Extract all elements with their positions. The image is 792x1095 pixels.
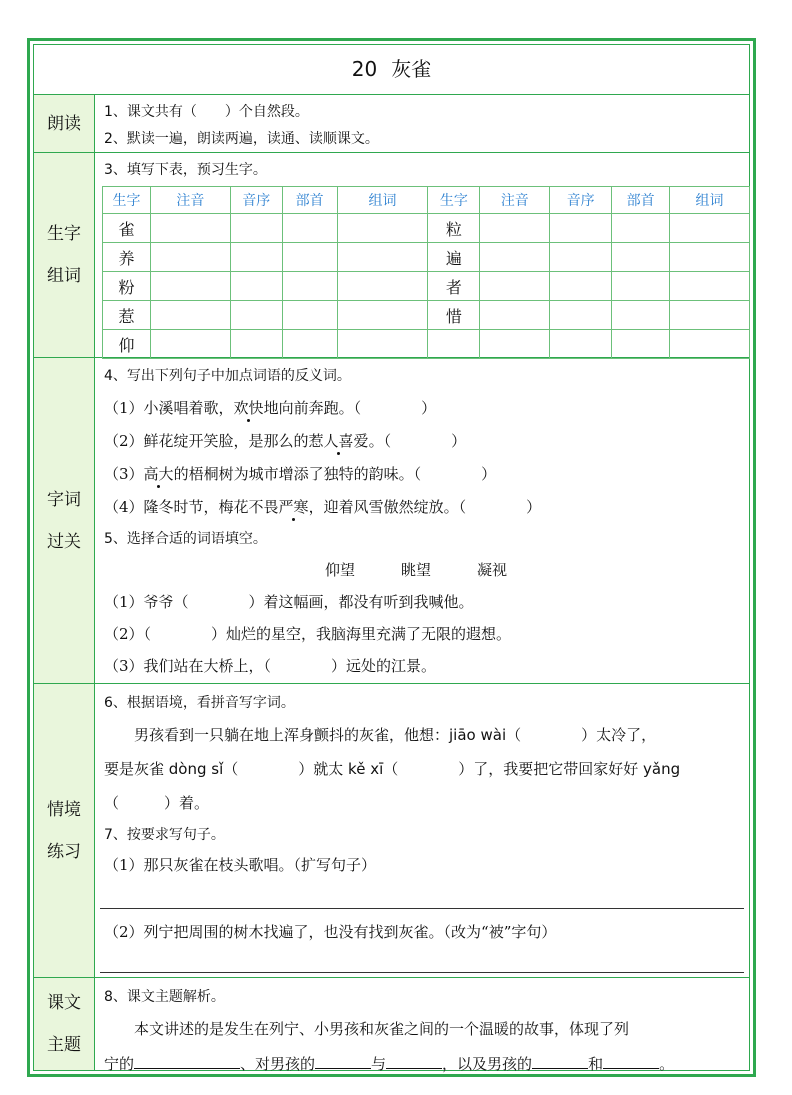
option-word: 眺望 <box>401 561 432 579</box>
section-body <box>95 95 749 152</box>
text: （3） <box>104 465 144 483</box>
section-reading <box>34 95 749 153</box>
text: 、对男孩的 <box>240 1055 316 1073</box>
word-cell[interactable] <box>337 214 428 243</box>
text: 男孩看到一只躺在地上浑身颤抖的灰雀，他想： <box>134 726 450 744</box>
pinyin-cell[interactable] <box>150 272 230 301</box>
sentence-4 <box>104 496 541 518</box>
section-body <box>95 358 749 683</box>
option-word: 仰望 <box>325 561 356 579</box>
word-cell[interactable] <box>337 330 428 359</box>
radical-cell[interactable] <box>612 272 670 301</box>
table-row <box>103 214 750 243</box>
blank[interactable] <box>315 1052 371 1069</box>
order-cell[interactable] <box>550 330 612 359</box>
pinyin-cell[interactable] <box>150 301 230 330</box>
text: （1）小溪唱着歌， <box>104 399 234 417</box>
answer-line[interactable] <box>100 908 744 909</box>
label-text: 过关 <box>47 531 81 552</box>
table-row <box>103 243 750 272</box>
text: 要是灰雀 <box>104 760 169 778</box>
header-cell: 音序 <box>550 187 612 214</box>
section-theme <box>34 978 749 1073</box>
question-2: 2、默读一遍，朗读两遍，读通、读顺课文。 <box>104 131 379 147</box>
label-text: 课文 <box>47 993 81 1013</box>
label-text: 组词 <box>47 266 81 286</box>
table-header-row <box>103 187 750 214</box>
order-cell[interactable] <box>230 243 282 272</box>
text: 。（ ） <box>368 432 467 450</box>
radical-cell[interactable] <box>282 214 337 243</box>
char-cell: 粉 <box>103 272 151 301</box>
order-cell[interactable] <box>230 301 282 330</box>
question-6: 6、根据语境，看拼音写字词。 <box>104 695 295 711</box>
blank[interactable] <box>386 1052 442 1069</box>
worksheet-inner <box>33 44 750 1071</box>
label-text: 情境 <box>47 799 81 820</box>
header-cell: 组词 <box>337 187 428 214</box>
label-text: 主题 <box>47 1035 81 1055</box>
theme-line-2 <box>104 1052 674 1075</box>
pinyin: jiāo wài <box>449 726 507 744</box>
blank[interactable] <box>134 1052 240 1069</box>
pinyin-cell[interactable] <box>480 214 550 243</box>
order-cell[interactable] <box>230 272 282 301</box>
character-table <box>102 186 750 359</box>
header-cell: 音序 <box>230 187 282 214</box>
pinyin: dòng sǐ <box>168 760 224 778</box>
header-cell: 注音 <box>480 187 550 214</box>
header-cell: 部首 <box>282 187 337 214</box>
label-text: 字词 <box>47 489 81 510</box>
word-cell[interactable] <box>670 243 750 272</box>
context-line-3: （ ）着。 <box>104 794 210 812</box>
context-line-1 <box>134 724 656 746</box>
radical-cell[interactable] <box>612 301 670 330</box>
section-words <box>34 358 749 684</box>
word-cell[interactable] <box>337 243 428 272</box>
table-row <box>103 272 750 301</box>
char-cell: 雀 <box>103 214 151 243</box>
pinyin-cell[interactable] <box>480 330 550 359</box>
word-cell[interactable] <box>670 214 750 243</box>
section-label <box>34 95 95 152</box>
section-chars <box>34 153 749 358</box>
pinyin-cell[interactable] <box>150 330 230 359</box>
char-cell: 遍 <box>428 243 480 272</box>
fill-1: （1）爷爷（ ）着这幅画，都没有听到我喊他。 <box>104 593 474 611</box>
char-cell: 者 <box>428 272 480 301</box>
char-cell: 惜 <box>428 301 480 330</box>
rewrite-2: （2）列宁把周围的树木找遍了，也没有找到灰雀。（改为“被”字句） <box>104 923 557 941</box>
text: （ ）了，我要把它带回家好好 <box>383 760 644 778</box>
char-cell: 养 <box>103 243 151 272</box>
fill-2: （2）（ ）灿烂的星空，我脑海里充满了无限的遐想。 <box>104 625 512 643</box>
dotted-word: 欢快 <box>233 399 264 417</box>
word-cell[interactable] <box>670 330 750 359</box>
char-cell <box>428 330 480 359</box>
sentence-1 <box>104 397 436 419</box>
pinyin: kě xī <box>348 760 384 778</box>
question-8: 8、课文主题解析。 <box>104 989 225 1005</box>
text: 宁的 <box>104 1055 135 1073</box>
worksheet <box>27 38 756 1077</box>
table-row <box>103 301 750 330</box>
section-body <box>95 684 749 977</box>
text: 和 <box>588 1055 604 1073</box>
order-cell[interactable] <box>550 214 612 243</box>
question-3: 3、填写下表，预习生字。 <box>104 162 267 178</box>
word-cell[interactable] <box>337 301 428 330</box>
radical-cell[interactable] <box>612 243 670 272</box>
header-cell: 生字 <box>103 187 151 214</box>
header-cell: 组词 <box>670 187 750 214</box>
question-7: 7、按要求写句子。 <box>104 827 225 843</box>
text: （ ）太冷了， <box>506 726 657 744</box>
header-cell: 注音 <box>150 187 230 214</box>
header-cell: 生字 <box>428 187 480 214</box>
text: （ ）就太 <box>223 760 349 778</box>
text: （4）隆冬时节，梅花不畏 <box>104 498 279 516</box>
label-text: 朗读 <box>47 113 81 134</box>
radical-cell[interactable] <box>282 272 337 301</box>
radical-cell[interactable] <box>282 301 337 330</box>
label-text: 生字 <box>47 224 81 244</box>
text: 地向前奔跑。（ ） <box>263 399 437 417</box>
word-options <box>325 559 507 581</box>
text: （2）鲜花绽开笑脸，是那么的 <box>104 432 309 450</box>
text: 与 <box>371 1055 387 1073</box>
section-label <box>34 153 95 357</box>
word-cell[interactable] <box>337 272 428 301</box>
page-title <box>34 45 749 95</box>
section-body <box>95 153 749 357</box>
pinyin-cell[interactable] <box>480 272 550 301</box>
word-cell[interactable] <box>670 272 750 301</box>
text: ，以及男孩的 <box>442 1055 533 1073</box>
pinyin-cell[interactable] <box>480 301 550 330</box>
fill-3: （3）我们站在大桥上，（ ）远处的江景。 <box>104 657 437 675</box>
char-cell: 粒 <box>428 214 480 243</box>
text: 。 <box>659 1055 675 1073</box>
pinyin: yǎng <box>643 760 681 778</box>
order-cell[interactable] <box>550 301 612 330</box>
radical-cell[interactable] <box>612 214 670 243</box>
section-label <box>34 358 95 683</box>
section-label <box>34 978 95 1070</box>
order-cell[interactable] <box>230 214 282 243</box>
dotted-word: 惹人喜爱 <box>308 432 369 450</box>
char-cell: 惹 <box>103 301 151 330</box>
answer-line[interactable] <box>100 972 744 973</box>
question-1: 1、课文共有（ ）个自然段。 <box>104 104 309 120</box>
order-cell[interactable] <box>550 243 612 272</box>
blank[interactable] <box>532 1052 588 1069</box>
table-row <box>103 330 750 359</box>
question-5: 5、选择合适的词语填空。 <box>104 531 267 547</box>
dotted-word: 高大 <box>143 465 174 483</box>
sentence-3 <box>104 463 496 485</box>
section-practice <box>34 684 749 978</box>
dotted-word: 严寒 <box>278 498 309 516</box>
blank[interactable] <box>603 1052 659 1069</box>
lesson-number: 20 <box>351 57 378 81</box>
option-word: 凝视 <box>477 561 508 579</box>
text: 的梧桐树为城市增添了独特的韵味。（ ） <box>173 465 497 483</box>
pinyin-cell[interactable] <box>150 243 230 272</box>
question-4: 4、写出下列句子中加点词语的反义词。 <box>104 368 351 384</box>
char-cell: 仰 <box>103 330 151 359</box>
radical-cell[interactable] <box>612 330 670 359</box>
word-cell[interactable] <box>670 301 750 330</box>
order-cell[interactable] <box>550 272 612 301</box>
theme-line-1: 本文讲述的是发生在列宁、小男孩和灰雀之间的一个温暖的故事，体现了列 <box>134 1020 630 1038</box>
rewrite-1: （1）那只灰雀在枝头歌唱。（扩写句子） <box>104 856 377 874</box>
text: ，迎着风雪傲然绽放。（ ） <box>308 498 542 516</box>
context-line-2 <box>104 758 680 780</box>
section-body <box>95 978 749 1073</box>
pinyin-cell[interactable] <box>150 214 230 243</box>
section-label <box>34 684 95 977</box>
lesson-name: 灰雀 <box>391 57 432 81</box>
pinyin-cell[interactable] <box>480 243 550 272</box>
label-text: 练习 <box>47 841 81 862</box>
sentence-2 <box>104 430 466 452</box>
header-cell: 部首 <box>612 187 670 214</box>
radical-cell[interactable] <box>282 330 337 359</box>
radical-cell[interactable] <box>282 243 337 272</box>
order-cell[interactable] <box>230 330 282 359</box>
